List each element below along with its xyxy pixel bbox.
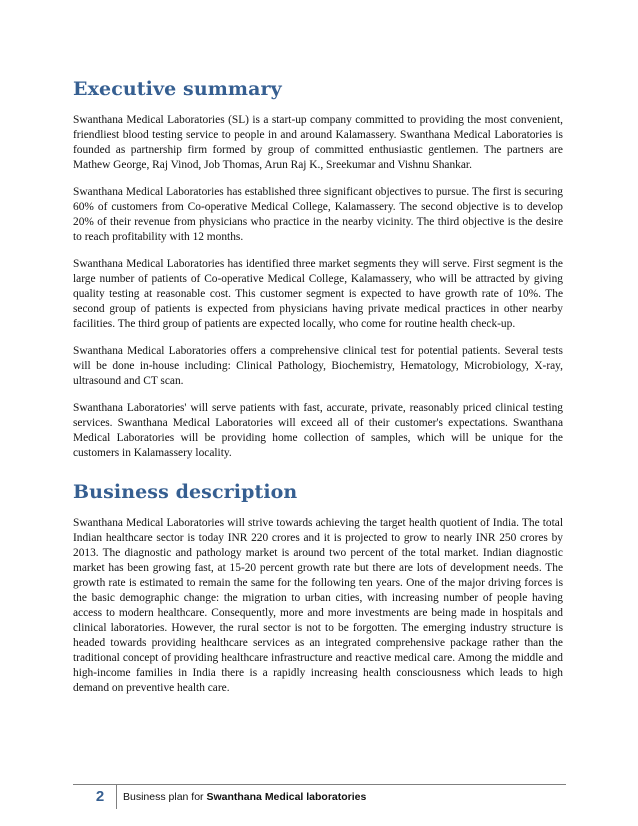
footer-text	[123, 791, 366, 803]
executive-summary-heading: Executive summary	[73, 78, 282, 100]
page-content	[73, 78, 563, 696]
executive-summary-paragraph-5: Swanthana Laboratories' will serve patients with fast, accurate, private, reasonably priced clinical testing services. Swanthana Medical Laboratories will exceed all of their customer's expectations. Swanthana Medical Laboratories will be providing home collection of samples, which will be unique for the customers in Kalamassery locality.	[73, 401, 563, 459]
executive-summary-paragraph-2: Swanthana Medical Laboratories has established three significant objectives to pursue. The first is securing 60% of customers from Co-operative Medical College, Kalamassery. The second objective is to develop 20% of their revenue from physicians who practice in the nearby vicinity. The third objective is the desire to reach profitability with 12 months.	[73, 185, 563, 243]
executive-summary-paragraph-4: Swanthana Medical Laboratories offers a comprehensive clinical test for potential patients. Several tests will be done in-house including: Clinical Pathology, Biochemistry, Hematology, Microbiology, X-ray, ultrasound and CT scan.	[73, 344, 563, 387]
footer-document-title: Swanthana Medical laboratories	[206, 791, 367, 803]
footer-prefix: Business plan for	[123, 791, 207, 803]
business-description-paragraph-1: Swanthana Medical Laboratories will strive towards achieving the target health quotient of India. The total Indian healthcare sector is today INR 220 crores and it is projected to grow to nearly INR 250 crores by 2013. The diagnostic and pathology market is around two percent of the total market. Indian diagnostic market has been growing fast, at 15-20 percent growth rate but there are lots of development needs. The growth rate is estimated to remain the same for the following ten years. One of the major driving forces is the basic demographic change: the migration to urban cities, with increasing number of people having access to modern healthcare. Consequently, more and more investments are being made in hospitals and clinical laboratories. However, the rural sector is not to be forgotten. The emerging industry structure is headed towards providing healthcare services as an integrated comprehensive package rather than the traditional concept of providing healthcare infrastructure and reactive medical care. Among the middle and high-income families in India there is a rapidly increasing health consciousness which leads to high demand on preventive health care.	[73, 516, 563, 694]
footer-separator	[116, 785, 117, 809]
executive-summary-paragraph-3: Swanthana Medical Laboratories has identified three market segments they will serve. First segment is the large number of patients of Co-operative Medical College, Kalamassery, who will be attracted by giving quality testing at reasonable cost. This customer segment is expected to have growth rate of 10%. The second group of patients is expected from physicians having private medical practices in other nearby facilities. The third group of patients are expected locally, who come for routine health check-up.	[73, 257, 563, 330]
business-description-heading: Business description	[73, 480, 298, 503]
executive-summary-paragraph-1: Swanthana Medical Laboratories (SL) is a start-up company committed to providing the most convenient, friendliest blood testing service to people in and around Kalamassery. Swanthana Medical Laboratories is founded as partnership firm formed by group of committed enthusiastic gentlemen. The partners are Mathew George, Raj Vinod, Job Thomas, Arun Raj K., Sreekumar and Vishnu Shankar.	[73, 113, 563, 171]
footer-rule	[73, 784, 566, 785]
page-number: 2	[95, 788, 105, 805]
